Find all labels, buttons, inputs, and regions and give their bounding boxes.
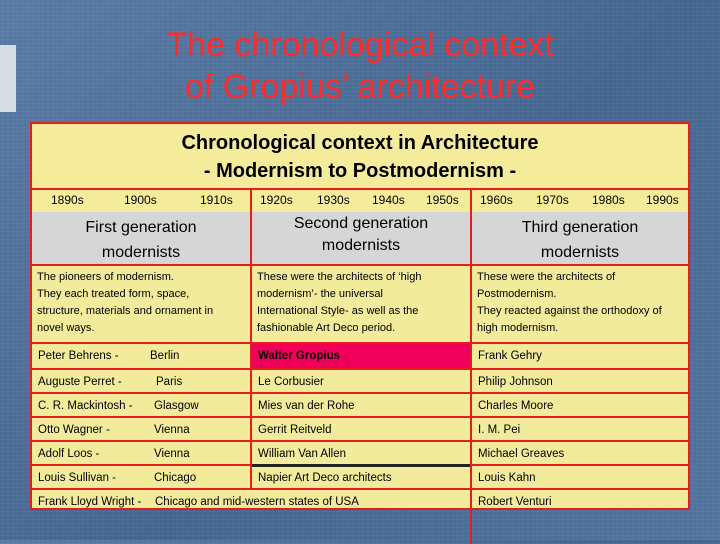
first-gen-architect: Louis Sullivan - [38,472,116,484]
desc-line: Postmodernism. [477,288,557,300]
first-gen-architect: Peter Behrens - [38,350,119,362]
table-row [32,442,688,466]
second-generation-description [252,266,470,344]
table-header-line-1: Chronological context in Architecture [181,132,539,154]
first-generation-description [32,266,250,344]
third-gen-architect: Louis Kahn [478,472,536,484]
third-generation-description [472,266,688,344]
first-generation-header [32,212,250,266]
decade-1940s: 1940s [372,193,405,207]
first-gen-architect: Frank Lloyd Wright - [38,496,142,508]
table-row [32,370,688,394]
title-line-1: The chronological context [166,26,554,64]
column-divider [470,188,472,544]
slide-title [0,24,720,108]
second-gen-line-1: Second generation [293,215,429,232]
third-gen-architect: Frank Gehry [478,350,542,362]
desc-line: structure, materials and ornament in [37,305,214,317]
desc-line: They reacted against the orthodoxy of [477,305,662,317]
title-line-2: of Gropius’ architecture [184,68,536,106]
first-gen-city: Paris [156,376,183,388]
table-row [32,344,688,368]
decade-1990s: 1990s [646,193,679,207]
first-gen-city: Berlin [150,350,180,362]
decade-1950s: 1950s [426,193,459,207]
second-gen-architect: Napier Art Deco architects [258,472,392,484]
second-generation-header [252,212,470,266]
desc-line: The pioneers of modernism. [37,271,174,283]
decade-1930s: 1930s [317,193,350,207]
desc-line: They each treated form, space, [37,288,190,300]
decade-1900s: 1900s [124,193,157,207]
desc-line: These were the architects of ‘high [257,271,422,283]
desc-line: high modernism. [477,322,559,334]
first-gen-city: Vienna [154,448,190,460]
second-gen-architect: Walter Gropius [258,350,340,362]
first-gen-line-1: First generation [85,219,197,236]
chronology-table [30,122,690,510]
third-generation-header [472,212,688,266]
table-row [32,490,688,514]
first-gen-city: Chicago and mid-western states of USA [155,496,359,508]
first-gen-city: Glasgow [154,400,199,412]
table-row [32,418,688,442]
third-gen-architect: Robert Venturi [478,496,552,508]
first-gen-architect: Adolf Loos - [38,448,100,460]
first-gen-city: Chicago [154,472,197,484]
desc-line: These were the architects of [477,271,616,283]
first-gen-city: Vienna [154,424,190,436]
third-gen-architect: I. M. Pei [478,424,521,436]
table-header-line-2: - Modernism to Postmodernism - [203,160,517,182]
desc-line: novel ways. [37,322,95,334]
decade-row [32,188,688,214]
desc-line: modernism’- the universal [257,288,383,300]
first-gen-architect: Otto Wagner - [38,424,110,436]
first-gen-architect: C. R. Mackintosh - [38,400,133,412]
decade-1980s: 1980s [592,193,625,207]
first-gen-architect: Auguste Perret - [38,376,122,388]
third-gen-line-1: Third generation [521,219,639,236]
table-header [32,124,688,188]
second-gen-architect: Gerrit Reitveld [258,424,332,436]
third-gen-line-2: modernists [540,244,620,261]
decade-1920s: 1920s [260,193,293,207]
first-gen-line-2: modernists [101,244,181,261]
decade-1970s: 1970s [536,193,569,207]
second-gen-architect: William Van Allen [258,448,346,460]
second-gen-line-2: modernists [321,237,401,254]
table-row [32,394,688,418]
table-row [32,466,688,490]
third-gen-architect: Michael Greaves [478,448,565,460]
decade-1890s: 1890s [51,193,84,207]
second-gen-architect: Le Corbusier [258,376,324,388]
second-gen-architect: Mies van der Rohe [258,400,355,412]
decade-1960s: 1960s [480,193,513,207]
column-divider [250,188,252,490]
decade-1910s: 1910s [200,193,233,207]
third-gen-architect: Charles Moore [478,400,554,412]
desc-line: fashionable Art Deco period. [257,322,396,334]
third-gen-architect: Philip Johnson [478,376,553,388]
desc-line: International Style- as well as the [257,305,419,317]
